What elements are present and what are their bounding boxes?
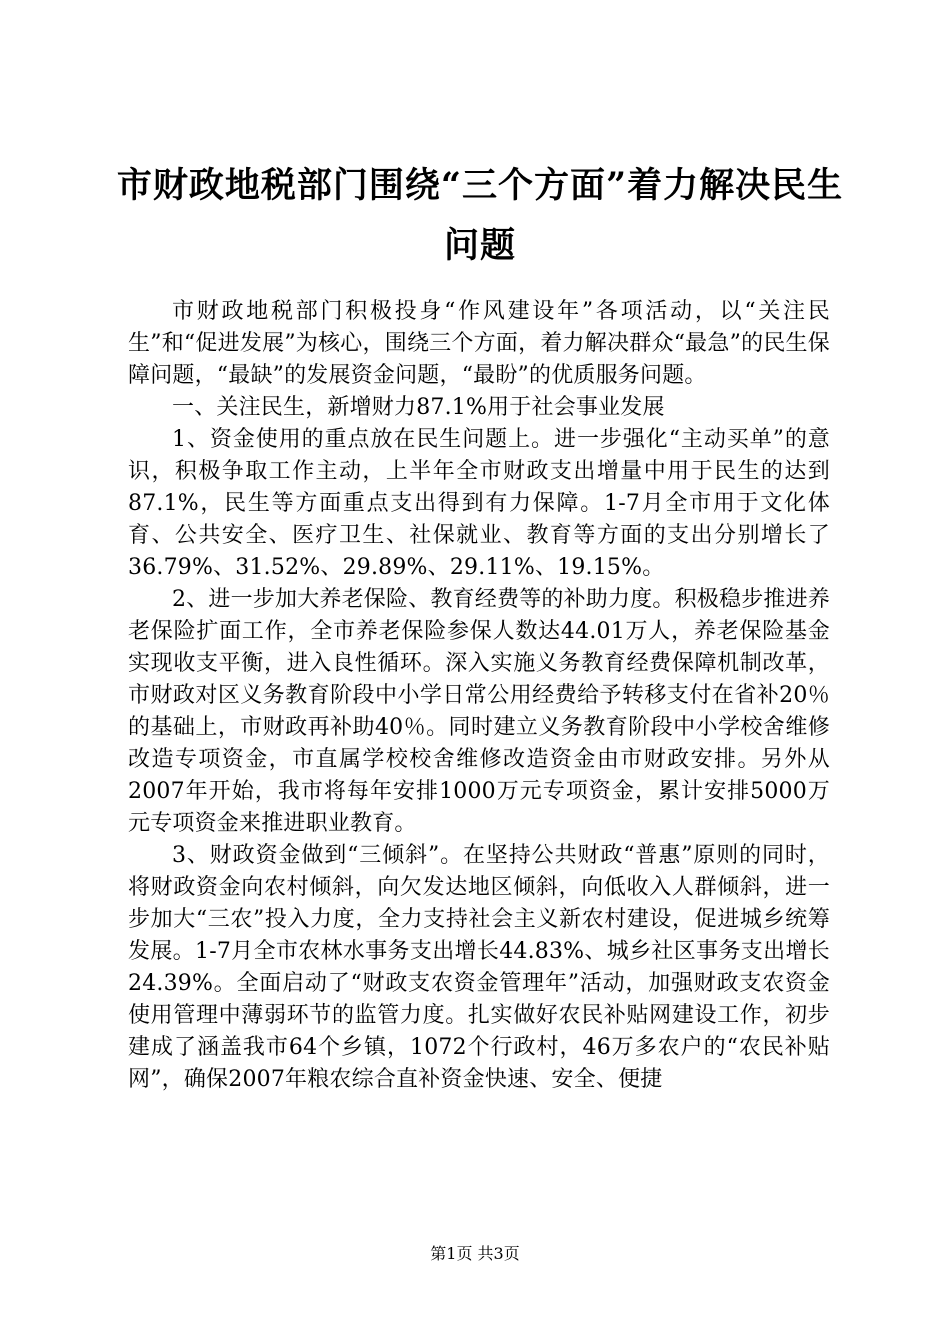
document-body	[128, 296, 830, 1096]
paragraph-item-2: 2、进一步加大养老保险、教育经费等的补助力度。积极稳步推进养老保险扩面工作，全市养老保险参保人数达44.01万人，养老保险基金实现收支平衡，进入良性循环。深入实施义务教育经费保障机制改革，市财政对区义务教育阶段中小学日常公用经费给予转移支付在省补20％的基础上，市财政再补助40％。同时建立义务教育阶段中小学校舍维修改造专项资金，市直属学校校舍维修改造资金由市财政安排。另外从2007年开始，我市将每年安排1000万元专项资金，累计安排5000万元专项资金来推进职业教育。	[128, 587, 830, 836]
section-heading: 一、关注民生，新增财力87.1%用于社会事业发展	[172, 395, 665, 420]
document-title: 市财政地税部门围绕“三个方面”着力解决民生问题	[116, 165, 844, 266]
page-footer: 第1页 共3页	[430, 1244, 520, 1263]
paragraph-item-1: 1、资金使用的重点放在民生问题上。进一步强化“主动买单”的意识，积极争取工作主动，上半年全市财政支出增量中用于民生的达到87.1%，民生等方面重点支出得到有力保障。1-7月全市用于文化体育、公共安全、医疗卫生、社保就业、教育等方面的支出分别增长了36.79%、31.52%、29.89%、29.11%、19.15%。	[128, 427, 830, 580]
intro-paragraph: 市财政地税部门积极投身“作风建设年”各项活动，以“关注民生”和“促进发展”为核心，围绕三个方面，着力解决群众“最急”的民生保障问题，“最缺”的发展资金问题，“最盼”的优质服务问题。	[128, 299, 830, 388]
paragraph-item-3: 3、财政资金做到“三倾斜”。在坚持公共财政“普惠”原则的同时，将财政资金向农村倾斜，向欠发达地区倾斜，向低收入人群倾斜，进一步加大“三农”投入力度，全力支持社会主义新农村建设，促进城乡统筹发展。1-7月全市农林水事务支出增长44.83%、城乡社区事务支出增长24.39%。全面启动了“财政支农资金管理年”活动，加强财政支农资金使用管理中薄弱环节的监管力度。扎实做好农民补贴网建设工作，初步建成了涵盖我市64个乡镇，1072个行政村，46万多农户的“农民补贴网”，确保2007年粮农综合直补资金快速、安全、便捷	[128, 843, 830, 1092]
